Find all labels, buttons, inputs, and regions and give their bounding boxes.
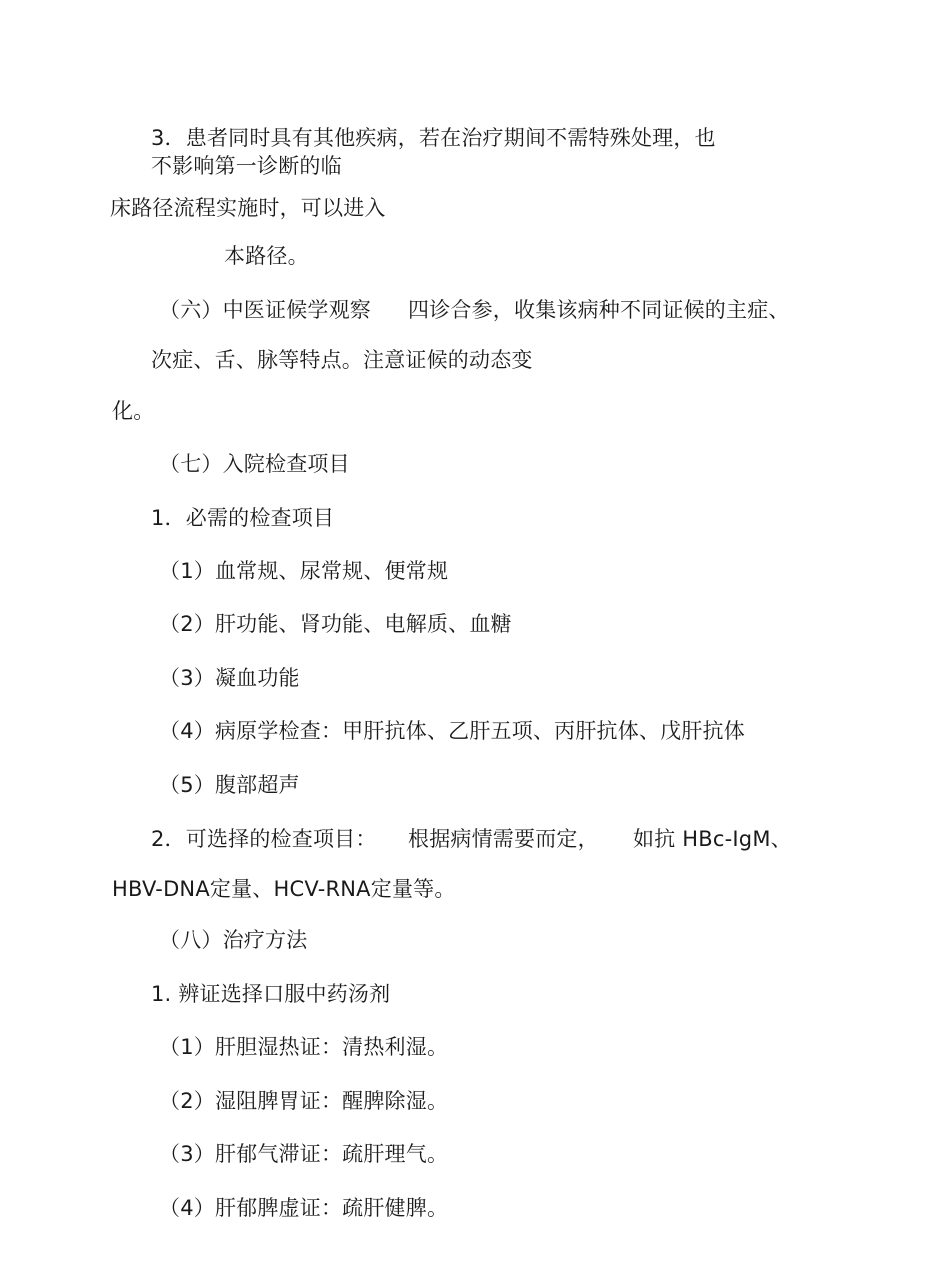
section-7-item-1-5: （5）腹部超声 — [159, 773, 300, 797]
section-8-item-1-3: （3）肝郁气滞证：疏肝理气。 — [159, 1142, 449, 1166]
section-8-heading: （八）治疗方法 — [159, 928, 308, 952]
section-8-item-1-1: （1）肝胆湿热证：清热利湿。 — [159, 1035, 449, 1059]
section-7-item-2-label: 2．可选择的检查项目： — [151, 827, 377, 851]
section-7-item-1-3: （3）凝血功能 — [159, 666, 300, 690]
section-8-item-1-4: （4）肝郁脾虚证：疏肝健脾。 — [159, 1196, 449, 1220]
section-8-item-1: 1. 辨证选择口服中药汤剂 — [151, 982, 391, 1006]
section-7-item-2-line-2: HBV-DNA定量、HCV-RNA定量等。 — [112, 877, 456, 901]
paragraph-3-line-3: 床路径流程实施时，可以进入 — [110, 196, 386, 220]
section-7-item-1-4: （4）病原学检查：甲肝抗体、乙肝五项、丙肝抗体、戊肝抗体 — [159, 719, 745, 743]
section-7-item-1: 1．必需的检查项目 — [151, 506, 335, 530]
section-7-item-1-2: （2）肝功能、肾功能、电解质、血糖 — [159, 612, 512, 636]
section-7-item-2-example: 如抗 HBc-IgM、 — [633, 827, 792, 851]
paragraph-3-line-4: 本路径。 — [224, 244, 309, 268]
section-7-item-2-condition: 根据病情需要而定， — [408, 827, 599, 851]
section-7-heading: （七）入院检查项目 — [159, 452, 350, 476]
section-6-line-3: 化。 — [112, 399, 155, 423]
paragraph-3-line-2: 不影响第一诊断的临 — [151, 154, 342, 178]
section-6-line-2: 次症、舌、脉等特点。注意证候的动态变 — [151, 348, 533, 372]
section-8-item-1-2: （2）湿阻脾胃证：醒脾除湿。 — [159, 1089, 449, 1113]
section-6-heading: （六）中医证候学观察 — [159, 298, 371, 322]
paragraph-3-line-1: 3．患者同时具有其他疾病，若在治疗期间不需特殊处理，也 — [151, 126, 716, 150]
section-6-line-1-text: 四诊合参，收集该病种不同证候的主症、 — [408, 298, 790, 322]
section-7-item-1-1: （1）血常规、尿常规、便常规 — [159, 559, 449, 583]
